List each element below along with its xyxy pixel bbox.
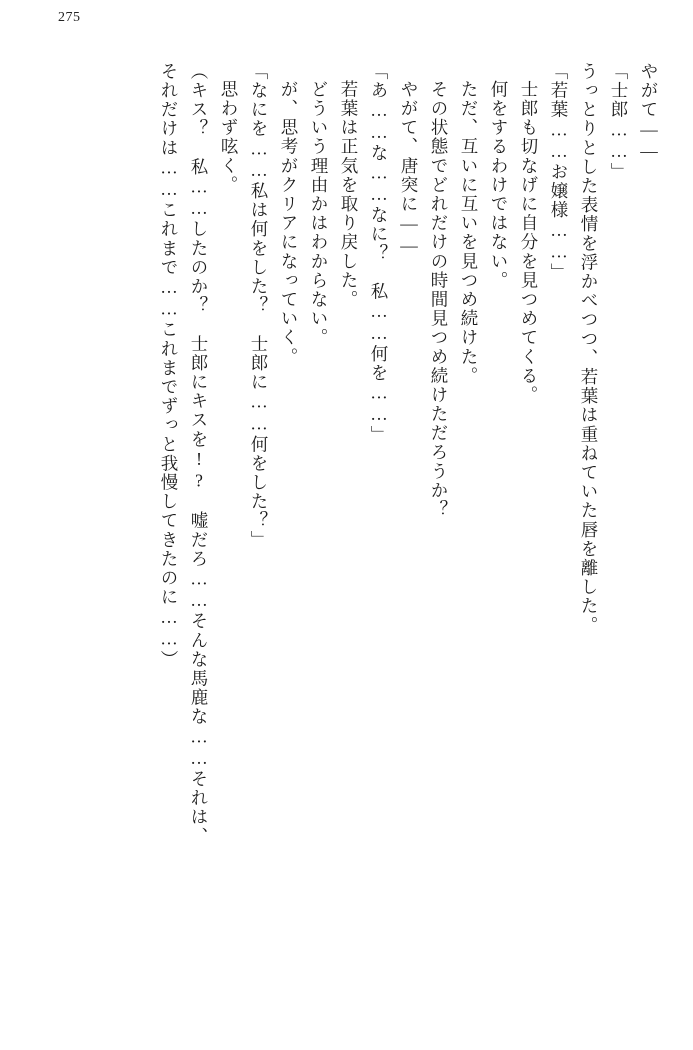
text-line: 「士郎……」 [609, 62, 629, 182]
text-line: 士郎も切なげに自分を見つめてくる。 [519, 80, 539, 405]
text-line: ただ、互いに互いを見つめ続けた。 [459, 80, 479, 386]
page-number: 275 [58, 10, 81, 25]
text-line: 「若葉……お嬢様……」 [549, 62, 569, 283]
text-line: が、思考がクリアになっていく。 [279, 80, 299, 367]
text-line: （キス？ 私……したのか？ 士郎にキスを!? 嘘だろ……そんな馬鹿な……それは、 [189, 62, 209, 846]
text-line: その状態でどれだけの時間見つめ続けただろうか？ [429, 80, 449, 520]
text-line: 何をするわけではない。 [489, 80, 509, 291]
text-line: それだけは……これまで……これまでずっと我慢してきたのに……） [159, 62, 179, 670]
text-line: やがて―― [639, 62, 659, 163]
text-line: 若葉は正気を取り戻した。 [339, 80, 359, 310]
text-line: 「なにを……私は何をした？ 士郎に……何をした？」 [249, 62, 269, 550]
text-line: 思わず呟く。 [219, 80, 239, 195]
text-line: やがて、唐突に―― [399, 80, 419, 257]
text-line: どういう理由かはわからない。 [309, 80, 329, 348]
vertical-text-body [26, 62, 657, 1030]
text-line: うっとりとした表情を浮かべつつ、若葉は重ねていた唇を離した。 [579, 62, 599, 635]
text-line: 「あ……な……なに？ 私……何を……」 [369, 62, 389, 445]
